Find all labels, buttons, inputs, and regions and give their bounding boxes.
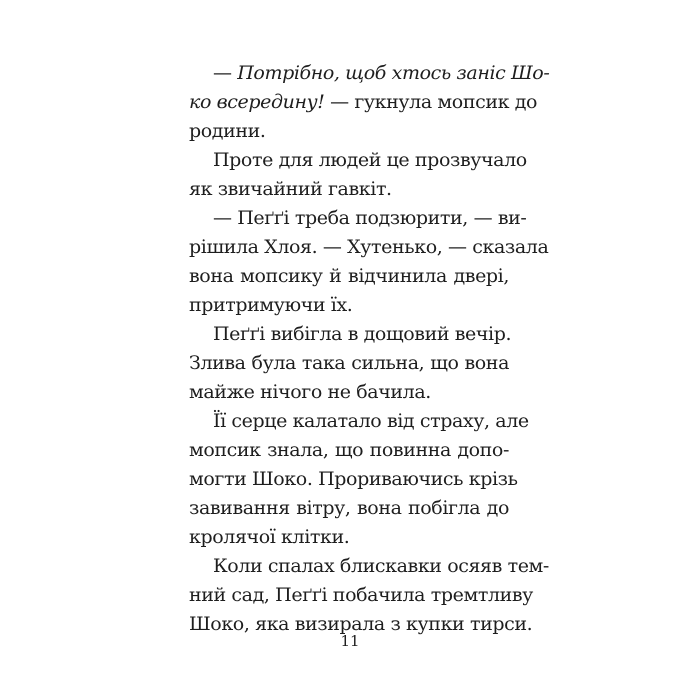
text-span: — гукнула мопсик до — [324, 91, 538, 113]
text-span: кролячої клітки. — [189, 526, 350, 548]
text-span: мопсик знала, що повинна допо- — [189, 439, 509, 461]
text-span: притримуючи їх. — [189, 294, 353, 316]
text-span: Пеґґі вибігла в дощовий вечір. — [213, 323, 512, 345]
text-line — [189, 407, 529, 436]
text-line — [189, 465, 518, 494]
text-span: Проте для людей це прозвучало — [213, 149, 527, 171]
text-span: рішила Хлоя. — Хутенько, — сказала — [189, 236, 549, 258]
text-line — [189, 233, 549, 262]
text-line — [189, 146, 527, 175]
text-line — [189, 523, 509, 552]
text-line — [189, 581, 533, 610]
body-text — [189, 59, 550, 639]
text-line — [189, 320, 512, 349]
text-line — [189, 204, 527, 233]
italic-span: ко всередину! — [189, 91, 325, 113]
text-span: Шоко, яка визирала з купки тирси. — [189, 613, 533, 635]
text-line — [189, 494, 509, 523]
text-span: вона мопсику й відчинила двері, — [189, 265, 509, 287]
text-line — [189, 262, 509, 291]
text-span: як звичайний гавкіт. — [189, 178, 392, 200]
page-number: 11 — [340, 632, 360, 650]
text-line — [189, 175, 509, 204]
text-line — [189, 552, 549, 581]
text-line — [189, 436, 509, 465]
text-span: родини. — [189, 120, 266, 142]
text-span: Її серце калатало від страху, але — [213, 410, 529, 432]
text-line — [189, 378, 509, 407]
text-span: Коли спалах блискавки осяяв тем- — [213, 555, 549, 577]
text-span: Злива була така сильна, що вона — [189, 352, 509, 374]
text-span: ний сад, Пеґґі побачила тремтливу — [189, 584, 533, 606]
text-line — [189, 117, 509, 146]
italic-span: Потрібно, щоб хтось заніс Шо- — [237, 62, 550, 84]
text-span: завивання вітру, вона побігла до — [189, 497, 509, 519]
text-span: — — [213, 62, 238, 84]
text-line — [189, 349, 509, 378]
text-line — [189, 59, 550, 88]
text-span: — Пеґґі треба подзюрити, — ви- — [213, 207, 527, 229]
text-line — [189, 88, 538, 117]
text-span: майже нічого не бачила. — [189, 381, 431, 403]
text-line — [189, 291, 509, 320]
text-span: могти Шоко. Прориваючись крізь — [189, 468, 518, 490]
